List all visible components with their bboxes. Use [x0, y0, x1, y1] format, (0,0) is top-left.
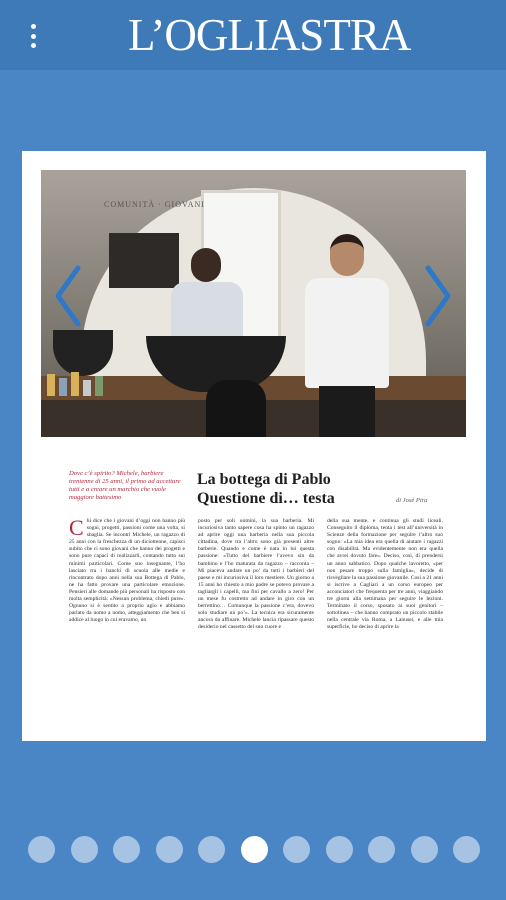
- headline-line-2: Questione di… testa: [197, 490, 335, 507]
- photo-section-caption: COMUNITÀ · GIOVANI: [104, 200, 205, 209]
- article-photo: [41, 170, 466, 437]
- page-dot[interactable]: [71, 836, 98, 863]
- overflow-menu-icon[interactable]: [22, 22, 44, 50]
- page-dot[interactable]: [411, 836, 438, 863]
- headline-line-1: La bottega di Pablo: [197, 471, 331, 488]
- article-body: [69, 515, 443, 632]
- app-bar: [0, 0, 506, 70]
- article-byline: di José Pira: [396, 497, 428, 504]
- page-dot[interactable]: [28, 836, 55, 863]
- article-column-1: [69, 515, 185, 632]
- drop-cap: C: [69, 515, 84, 540]
- page-indicator: [28, 836, 480, 864]
- page-dot[interactable]: [326, 836, 353, 863]
- page-dot[interactable]: [198, 836, 225, 863]
- app-brand-logo: L’OGLIASTRA: [128, 10, 411, 60]
- page-dot[interactable]: [156, 836, 183, 863]
- article-headline: [197, 470, 397, 508]
- article-lead: Dove c’è spirito? Michele, barbiere trentenne di 25 anni, il primo ad accettare tutti e a creare un marchio che vuole maggiore battesimo: [69, 470, 181, 501]
- article-column-2: posto per soli uomini, la sua barberia. Mi incuriosiva tanto sapere cosa ha spinto un ragazzo ad aprire oggi una barberia nella sua piccola cittadina, dove tra l’altro sono già presenti altre barberie. Quando e come è nata in lui questa passione: «Tutto del barbiere l’avevo sin da bambino e l’ho maturata da ragazzo – racconta – Mi piaceva andare un po’ da tutti i barbieri del paese e mi incuriosiva il loro mestiere. Un giorno a 15 anni ho chiesto a mio padre se potevo provare a tagliargli i capelli, ma fini per cavallo a zero! Per un mese fu costretto ad andare in giro con un berrettino… Comunque la passione c’era, dovevo solo studiare un po’». La tecnica era sicuramente ancora da affinare. Michele lancia ripassare questo desiderio nel cassetto del suo cuore e: [198, 518, 314, 631]
- next-page-arrow-icon[interactable]: [424, 264, 454, 328]
- magazine-page[interactable]: [22, 151, 486, 741]
- page-dot[interactable]: [113, 836, 140, 863]
- page-dot[interactable]: [368, 836, 395, 863]
- page-dot[interactable]: [283, 836, 310, 863]
- previous-page-arrow-icon[interactable]: [52, 264, 82, 328]
- page-dot[interactable]: [453, 836, 480, 863]
- column-1-text: hi dice che i giovani d’oggi non hanno più sogni, progetti, passioni come una volta, si sbaglia. Se incontri Michele, un ragazzo di 25 anni con la freschezza di un diciottenne, capisci subito che ci sono giovani che hanno dei progetti e sono pure capaci di realizzarli, contando tutto sui minimi particolari. Come suo insegnante, l’ho lasciato tra i banchi di scuola alle medie e rincontrato dopo anni nella sua Bottega di Pablo, ne ha fatto provare una particolare emozione. Pensieri alle domande più personali ha risposto con molta semplicità: «Nessun problema, chiedi pure». Ognuno si è sentito a proprio agio e abbiamo parlato da uomo a uomo, atteggiamento che ben si addice al luogo in cui eravamo, un: [69, 518, 185, 624]
- article-column-3: della sua mente, e continua gli studi liceali. Conseguito il diploma, tenta i test all’università in Scienze della formazione per seguire l’altro suo sogno: «La mia idea era quella di aiutare i ragazzi con disabilità. Ma evidentemente non era quella che avrei dovuto fare». Deciso, così, di prendersi un anno sabbatico. Dopo qualche lavoretto, «per non pesare troppo sulla famiglia», decide di risvegliare la sua passione giovanile. Così a 21 anni si iscrive a Cagliari a un corso europeo per acconciatori che frequenta per tre anni, viaggiando tre giorni alla settimana per seguire le lezioni. Terminato il corso, sposato ai suoi genitori – sottolinea – che hanno comprato un piccolo stabile nella centrale via Roma, a Lanusei, e alle mia superficie, ho deciso di aprire la: [327, 518, 443, 631]
- page-dot-active[interactable]: [241, 836, 268, 863]
